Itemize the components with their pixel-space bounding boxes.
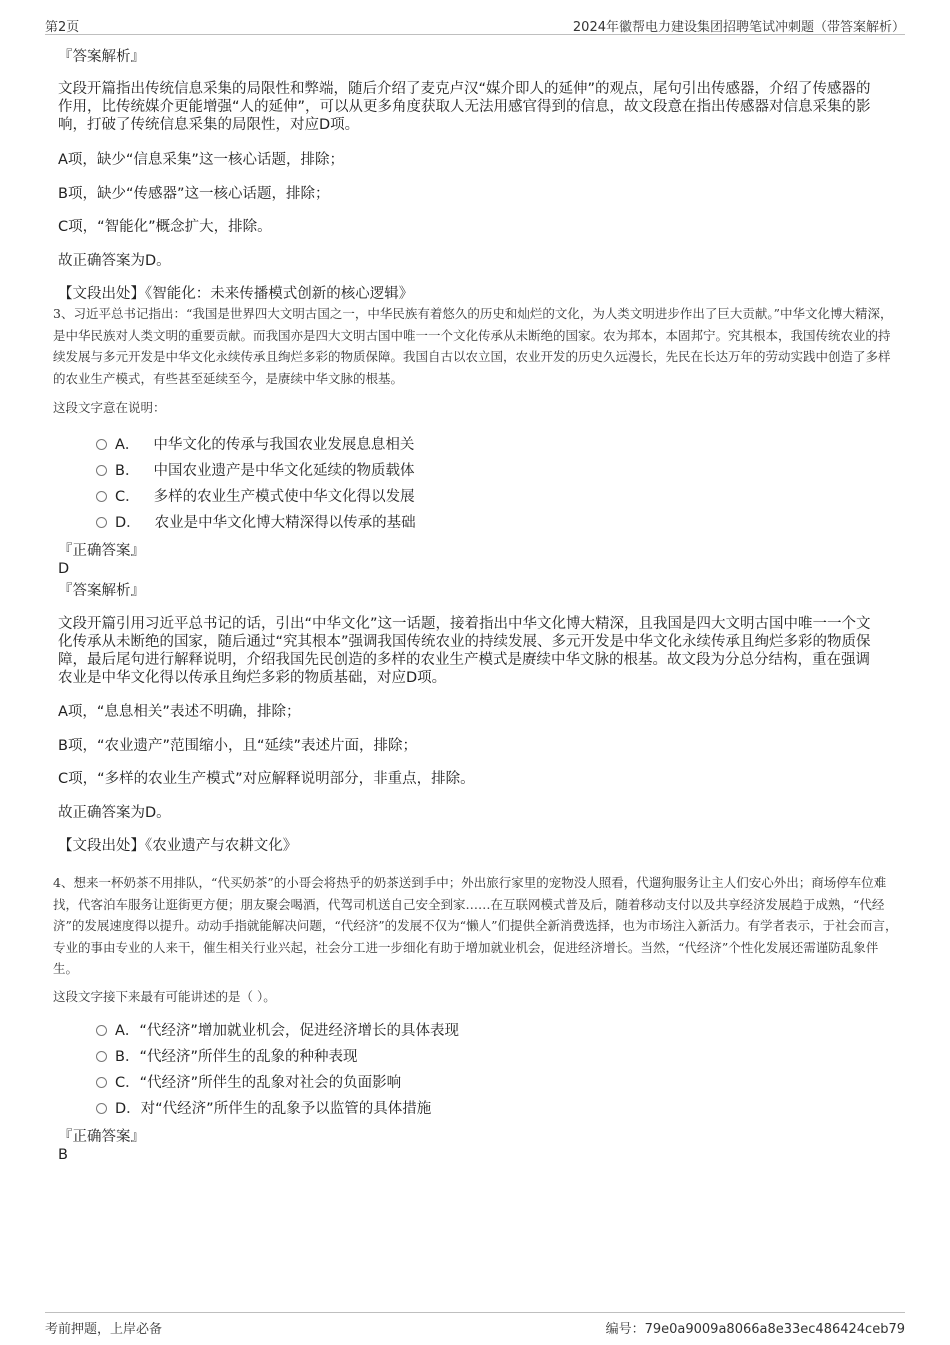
q3-analysis-text: 文段开篇引用习近平总书记的话，引出“中华文化”这一话题，接着指出中华文化博大精深，且我国是四大文明古国中唯一一个文化传承从未断绝的国家，随后通过“究其根本”强调我国传统农业的持续发展、多元开发是中华文化永续传承且绚烂多彩的物质保障，最后尾句进行解释说明，介绍我国先民创造的多样的农业生产模式是赓续中华文脉的根基。故文段为分总分结构，重在强调农业是中华文化得以传承且绚烂多彩的物质基础，对应D项。 [58, 616, 871, 686]
q2-source: 【文段出处】《智能化：未来传播模式创新的核心逻辑》 [58, 286, 414, 302]
q3-option-b-note: B项，“农业遗产”范围缩小，且“延续”表述片面，排除； [58, 738, 417, 754]
radio-button-icon[interactable] [96, 1103, 107, 1114]
q3-option-b[interactable]: B． 中国农业遗产是中华文化延续的物质载体 [96, 461, 414, 481]
q2-conclusion: 故正确答案为D。 [58, 253, 171, 269]
radio-button-icon[interactable] [96, 1025, 107, 1036]
q2-analysis-text: 文段开篇指出传统信息采集的局限性和弊端，随后介绍了麦克卢汉“媒介即人的延伸”的观点，尾句引出传感器，介绍了传感器的作用，比传统媒介更能增强“人的延伸”，可以从更多角度获取人无法用感官得到的信息，故文段意在指出传感器对信息采集的影响，打破了传统信息采集的局限性，对应D项。 [58, 81, 871, 133]
q3-option-a-note: A项，“息息相关”表述不明确，排除； [58, 704, 301, 720]
document-id: 编号：79e0a9009a8066a8e33ec486424ceb79 [605, 1322, 905, 1337]
q4-answer: B [58, 1147, 68, 1163]
q4-option-c[interactable]: C．“代经济”所伴生的乱象对社会的负面影响 [96, 1073, 401, 1093]
q4-question: 这段文字接下来最有可能讲述的是（ ）。 [53, 989, 276, 1004]
q2-option-c-note: C项，“智能化”概念扩大，排除。 [58, 219, 272, 235]
radio-button-icon[interactable] [96, 1077, 107, 1088]
radio-button-icon[interactable] [96, 465, 107, 476]
q4-option-b[interactable]: B．“代经济”所伴生的乱象的种种表现 [96, 1047, 357, 1067]
q3-option-d[interactable]: D． 农业是中华文化博大精深得以传承的基础 [96, 513, 416, 533]
q4-answer-label: 『正确答案』 [58, 1129, 145, 1145]
q3-answer-label: 『正确答案』 [58, 543, 145, 559]
q3-analysis-label: 『答案解析』 [58, 583, 145, 599]
page-header [45, 14, 905, 35]
q2-option-a-note: A项，缺少“信息采集”这一核心话题，排除； [58, 152, 344, 168]
q4-option-d[interactable]: D．对“代经济”所伴生的乱象予以监管的具体措施 [96, 1099, 431, 1119]
q3-source: 【文段出处】《农业遗产与农耕文化》 [58, 838, 298, 854]
q4-option-a[interactable]: A．“代经济”增加就业机会，促进经济增长的具体表现 [96, 1021, 459, 1041]
document-title: 2024年徽帮电力建设集团招聘笔试冲刺题（带答案解析） [572, 20, 905, 35]
page-footer [45, 1312, 905, 1339]
q3-conclusion: 故正确答案为D。 [58, 805, 171, 821]
radio-button-icon[interactable] [96, 439, 107, 450]
q3-stem: 3、习近平总书记指出：“我国是世界四大文明古国之一，中华民族有着悠久的历史和灿烂的文化，为人类文明进步作出了巨大贡献。”中华文化博大精深，是中华民族对人类文明的重要贡献。而我国亦是四大文明古国中唯一一个文化传承从未断绝的国家。农为邦本，本固邦宁。究其根本，我国传统农业的持续发展与多元开发是中华文化永续传承且绚烂多彩的物质保障。我国自古以农立国，农业开发的历史久远漫长，先民在长达万年的劳动实践中创造了多样的农业生产模式，有些甚至延续至今，是赓续中华文脉的根基。 [53, 306, 893, 386]
q3-option-c-note: C项，“多样的农业生产模式”对应解释说明部分，非重点，排除。 [58, 771, 475, 787]
q3-option-a[interactable]: A． 中华文化的传承与我国农业发展息息相关 [96, 435, 414, 455]
q3-option-c[interactable]: C． 多样的农业生产模式使中华文化得以发展 [96, 487, 415, 507]
q2-analysis-label: 『答案解析』 [58, 49, 145, 65]
q4-stem: 4、想来一杯奶茶不用排队，“代买奶茶”的小哥会将热乎的奶茶送到手中；外出旅行家里的宠物没人照看，代遛狗服务让主人们安心外出；商场停车位难找，代客泊车服务让逛街更方便；朋友聚会喝酒，代驾司机送自己安全到家……在互联网模式普及后，随着移动支付以及共享经济发展趋于成熟，“代经济”的发展速度得以提升。动动手指就能解决问题，“代经济”的发展不仅为“懒人”们提供全新消费选择，也为市场注入新活力。有学者表示，于社会而言，专业的事由专业的人来干，催生相关行业兴起，社会分工进一步细化有助于增加就业机会，促进经济增长。当然，“代经济”个性化发展还需谨防乱象伴生。 [53, 875, 898, 976]
footer-slogan: 考前押题，上岸必备 [45, 1322, 163, 1337]
radio-button-icon[interactable] [96, 1051, 107, 1062]
radio-button-icon[interactable] [96, 517, 107, 528]
page-number: 第2页 [45, 20, 80, 35]
q3-question: 这段文字意在说明： [53, 400, 166, 415]
q2-option-b-note: B项，缺少“传感器”这一核心话题，排除； [58, 186, 330, 202]
q3-answer: D [58, 561, 70, 577]
radio-button-icon[interactable] [96, 491, 107, 502]
